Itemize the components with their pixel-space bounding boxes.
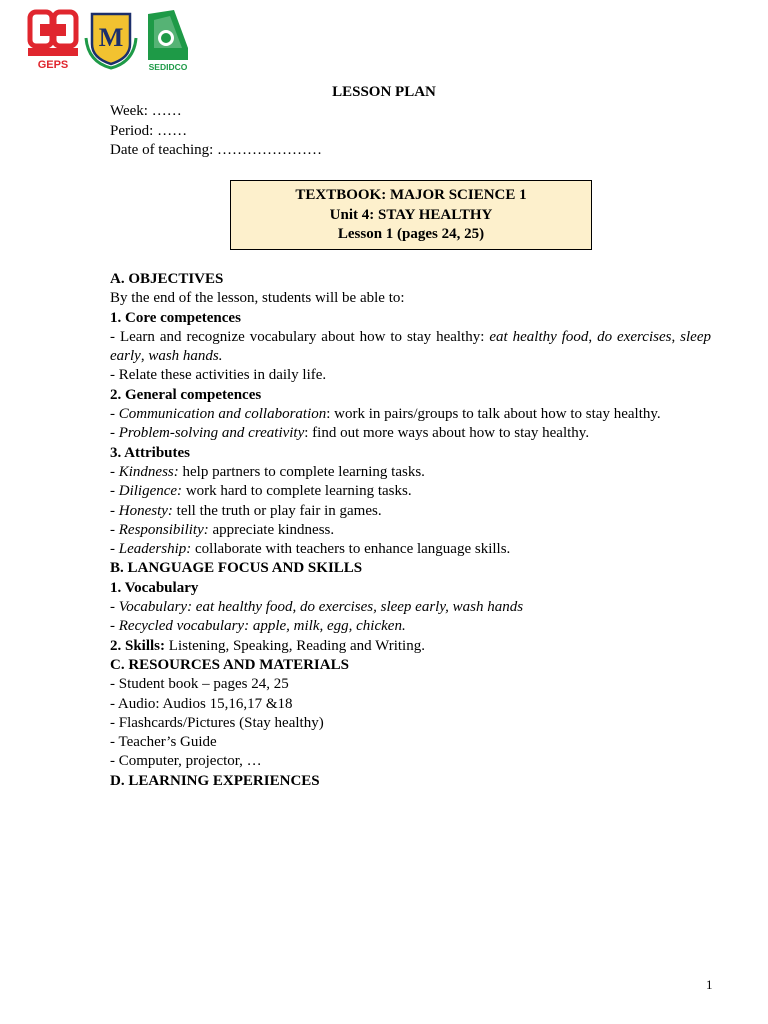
resources-heading: C. RESOURCES AND MATERIALS — [110, 656, 349, 673]
page-number: 1 — [706, 977, 713, 992]
core-competence-item: - Relate these activities in daily life. — [110, 367, 327, 384]
general-competence-item: - Problem-solving and creativity: find out more ways about how to stay healthy. — [110, 425, 590, 442]
core-competence-item: - Learn and recognize vocabulary about how to stay healthy: eat healthy food, do exercises, sleep early, wash hands. — [110, 328, 711, 365]
attribute-item: - Diligence: work hard to complete learning tasks. — [110, 483, 412, 500]
sedidco-logo-text: SEDIDCO — [148, 62, 188, 72]
language-focus-heading: B. LANGUAGE FOCUS AND SKILLS — [110, 560, 363, 577]
objectives-heading: A. OBJECTIVES — [110, 271, 224, 287]
lesson-title: Lesson 1 (pages 24, 25) — [337, 226, 485, 242]
resource-item: - Teacher’s Guide — [110, 734, 217, 751]
general-competences-heading: 2. General competences — [110, 386, 262, 403]
skills-line: 2. Skills: Listening, Speaking, Reading and Writing. — [110, 637, 425, 654]
resource-item: - Flashcards/Pictures (Stay healthy) — [110, 714, 324, 731]
major-education-logo — [80, 8, 142, 70]
recycled-vocabulary-line: - Recycled vocabulary: apple, milk, egg, chicken. — [110, 618, 406, 635]
period-line: Period: …… — [110, 122, 188, 139]
attributes-heading: 3. Attributes — [110, 444, 190, 461]
attribute-item: - Responsibility: appreciate kindness. — [110, 521, 335, 538]
attribute-item: - Honesty: tell the truth or play fair in games. — [110, 502, 382, 519]
textbook-box — [230, 180, 592, 250]
date-line: Date of teaching: ………………… — [110, 142, 323, 158]
geps-logo-text: GEPS — [37, 59, 69, 70]
document-title: LESSON PLAN — [332, 84, 436, 100]
resource-item: - Computer, projector, … — [110, 753, 262, 770]
resource-item: - Audio: Audios 15,16,17 &18 — [110, 695, 293, 712]
learning-experiences-heading: D. LEARNING EXPERIENCES — [110, 772, 320, 789]
core-competences-heading: 1. Core competences — [110, 309, 241, 326]
attribute-item: - Leadership: collaborate with teachers to enhance language skills. — [110, 541, 511, 558]
textbook-title: TEXTBOOK: MAJOR SCIENCE 1 — [295, 187, 527, 203]
geps-logo — [26, 8, 80, 70]
vocabulary-heading: 1. Vocabulary — [110, 579, 199, 596]
lesson-meta — [110, 102, 322, 161]
objectives-intro: By the end of the lesson, students will be able to: — [110, 290, 405, 307]
week-line: Week: …… — [110, 103, 182, 119]
resource-item: - Student book – pages 24, 25 — [110, 676, 289, 693]
lesson-content — [110, 270, 711, 791]
unit-title: Unit 4: STAY HEALTHY — [329, 206, 493, 223]
general-competence-item: - Communication and collaboration: work in pairs/groups to talk about how to stay healthy. — [110, 406, 661, 423]
sedidco-logo — [144, 8, 192, 72]
header-logos — [26, 8, 196, 74]
vocabulary-line: - Vocabulary: eat healthy food, do exercises, sleep early, wash hands — [110, 599, 524, 616]
major-education-logo-text: M — [98, 23, 124, 52]
attribute-item: - Kindness: help partners to complete learning tasks. — [110, 463, 425, 480]
